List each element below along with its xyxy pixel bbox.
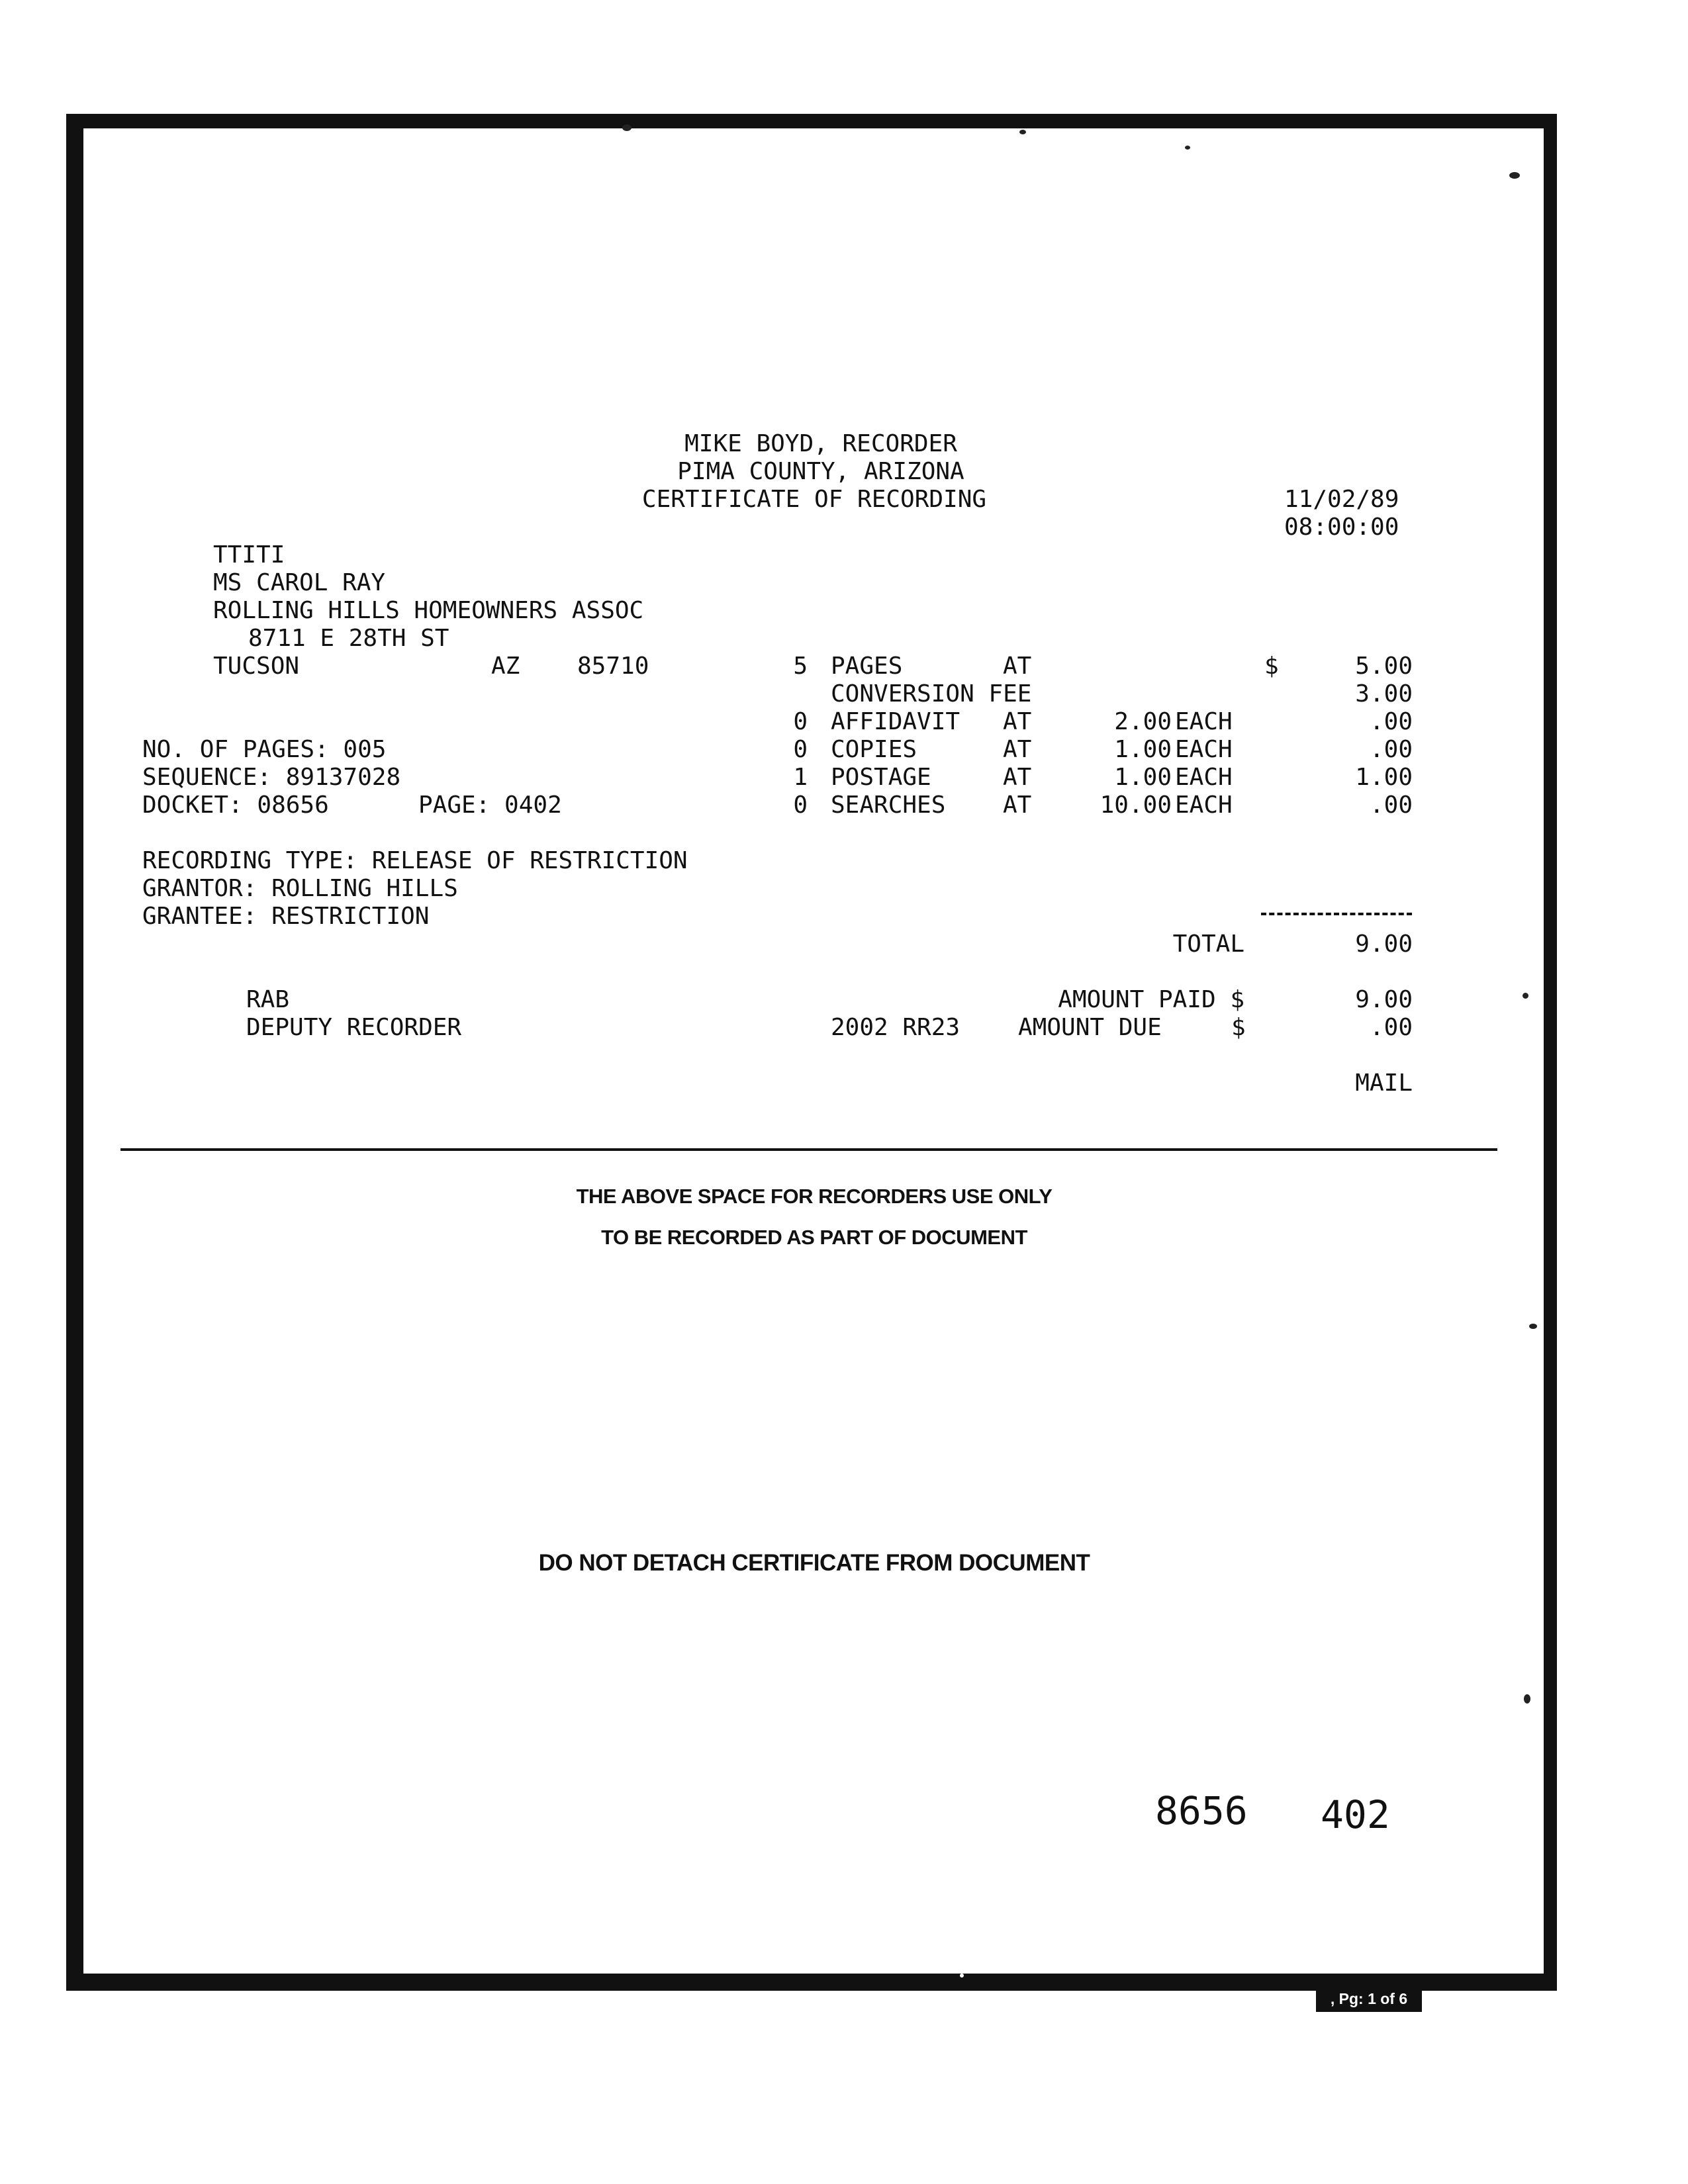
- fee-at: AT: [1003, 764, 1032, 791]
- scan-speck: [1523, 993, 1528, 999]
- amount-due-dollar: $: [1231, 1014, 1246, 1041]
- fee-rate: 1.00: [1114, 736, 1172, 763]
- total-label: TOTAL: [1172, 931, 1244, 958]
- fee-qty: 0: [793, 736, 808, 763]
- scan-speck: [1509, 172, 1520, 179]
- amount-paid: 9.00: [1355, 986, 1413, 1013]
- docket-number: DOCKET: 08656: [142, 792, 329, 819]
- page-indicator: , Pg: 1 of 6: [1316, 1985, 1422, 2012]
- address-zip: 85710: [577, 653, 649, 680]
- scan-speck: [622, 124, 632, 131]
- scan-speck: [1524, 1694, 1530, 1704]
- stamp-page: 402: [1321, 1792, 1390, 1837]
- fee-qty: 0: [793, 708, 808, 735]
- batch-code: 2002 RR23: [831, 1014, 961, 1041]
- scan-speck: [1185, 146, 1190, 150]
- county-name: PIMA COUNTY, ARIZONA: [677, 458, 964, 485]
- do-not-detach-notice: DO NOT DETACH CERTIFICATE FROM DOCUMENT: [538, 1550, 1090, 1576]
- total-rule: [1261, 913, 1412, 915]
- amount-paid-label: AMOUNT PAID $: [1058, 986, 1244, 1013]
- stamp-docket: 8656: [1155, 1788, 1248, 1833]
- docket-page: PAGE: 0402: [418, 792, 562, 819]
- fee-rate: 1.00: [1114, 764, 1172, 791]
- scan-speck: [960, 1974, 964, 1978]
- recorder-space-divider: [120, 1148, 1497, 1151]
- grantor: GRANTOR: ROLLING HILLS: [142, 875, 458, 902]
- number-of-pages: NO. OF PAGES: 005: [142, 736, 387, 763]
- record-time: 08:00:00: [1284, 514, 1399, 541]
- fee-each: EACH: [1175, 736, 1233, 763]
- certificate-title: CERTIFICATE OF RECORDING: [641, 486, 987, 513]
- fee-at: AT: [1003, 792, 1032, 819]
- fee-rate: 2.00: [1114, 708, 1172, 735]
- scan-speck: [1019, 130, 1026, 134]
- total-amount: 9.00: [1355, 931, 1413, 958]
- fee-at: AT: [1003, 736, 1032, 763]
- fee-item: AFFIDAVIT: [831, 708, 961, 735]
- fee-amount: .00: [1369, 792, 1413, 819]
- recorder-use-notice: THE ABOVE SPACE FOR RECORDERS USE ONLY: [576, 1185, 1053, 1208]
- fee-qty: 1: [793, 764, 808, 791]
- recording-type: RECORDING TYPE: RELEASE OF RESTRICTION: [142, 847, 688, 874]
- fee-item: PAGES: [831, 653, 903, 680]
- delivery-method: MAIL: [1355, 1069, 1413, 1097]
- document-frame: [66, 114, 1557, 1991]
- record-date: 11/02/89: [1284, 486, 1399, 513]
- fee-item: COPIES: [831, 736, 917, 763]
- deputy-initials: RAB: [246, 986, 290, 1013]
- fee-amount: .00: [1369, 708, 1413, 735]
- recorder-name: MIKE BOYD, RECORDER: [684, 430, 957, 457]
- address-state: AZ: [491, 653, 520, 680]
- recorded-part-notice: TO BE RECORDED AS PART OF DOCUMENT: [601, 1226, 1027, 1249]
- fee-item: POSTAGE: [831, 764, 931, 791]
- fee-amount: .00: [1369, 736, 1413, 763]
- fee-rate: 10.00: [1100, 792, 1172, 819]
- fee-qty: 0: [793, 792, 808, 819]
- grantee: GRANTEE: RESTRICTION: [142, 903, 430, 930]
- address-name: MS CAROL RAY: [213, 569, 386, 596]
- address-org: ROLLING HILLS HOMEOWNERS ASSOC: [213, 597, 644, 624]
- fee-each: EACH: [1175, 764, 1233, 791]
- fee-qty: 5: [793, 653, 808, 680]
- sequence-number: SEQUENCE: 89137028: [142, 764, 401, 791]
- fee-amount: 5.00: [1355, 653, 1413, 680]
- scan-speck: [1529, 1324, 1537, 1329]
- address-city: TUCSON: [213, 653, 300, 680]
- address-code: TTITI: [213, 541, 285, 569]
- fee-item: CONVERSION FEE: [831, 680, 1032, 707]
- amount-due: .00: [1369, 1014, 1413, 1041]
- fee-at: AT: [1003, 708, 1032, 735]
- fee-dollar: $: [1264, 653, 1279, 680]
- fee-amount: 3.00: [1355, 680, 1413, 707]
- fee-each: EACH: [1175, 792, 1233, 819]
- deputy-title: DEPUTY RECORDER: [246, 1014, 462, 1041]
- fee-each: EACH: [1175, 708, 1233, 735]
- fee-item: SEARCHES: [831, 792, 946, 819]
- address-street: 8711 E 28TH ST: [248, 625, 449, 652]
- fee-amount: 1.00: [1355, 764, 1413, 791]
- amount-due-label: AMOUNT DUE: [1018, 1014, 1162, 1041]
- fee-at: AT: [1003, 653, 1032, 680]
